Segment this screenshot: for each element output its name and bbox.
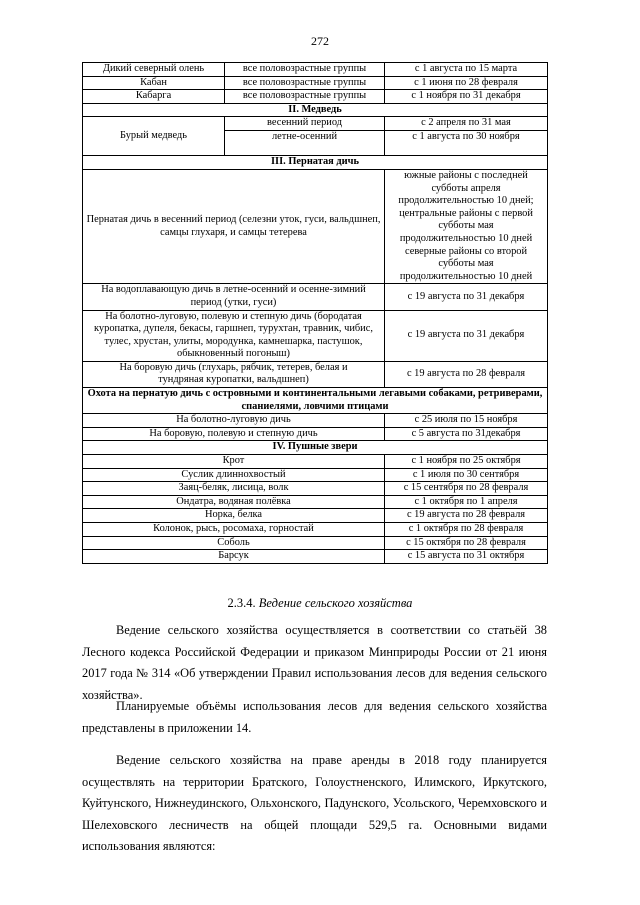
- species-cell: На водоплавающую дичь в летне-осенний и осенне-зимний период (утки, гуси): [83, 284, 385, 310]
- species-cell: Норка, белка: [83, 509, 385, 523]
- species-cell: На боровую дичь (глухарь, рябчик, тетерев, белая и тундряная куропатки, вальдшнеп): [83, 361, 385, 387]
- species-cell: Дикий северный олень: [83, 63, 225, 77]
- period-cell: с 1 ноября по 25 октября: [385, 455, 548, 469]
- table-row: [83, 117, 548, 131]
- paragraph: Планируемые объёмы использования лесов для ведения сельского хозяйства представлены в приложении 14.: [82, 699, 547, 735]
- species-cell: Соболь: [83, 536, 385, 550]
- period-cell: с 19 августа по 28 февраля: [385, 361, 548, 387]
- table-row: [83, 284, 548, 310]
- period-cell: с 15 октября по 28 февраля: [385, 536, 548, 550]
- period-cell: с 1 июля по 30 сентября: [385, 468, 548, 482]
- table-row: [83, 455, 548, 469]
- period-cell: [385, 169, 548, 283]
- hunting-seasons-table: [82, 62, 548, 564]
- table-row: [83, 63, 548, 77]
- section-title: IV. Пушные звери: [83, 441, 548, 455]
- species-cell: Крот: [83, 455, 385, 469]
- period-cell: с 1 августа по 30 ноября: [385, 131, 548, 156]
- period-cell: с 1 октября по 28 февраля: [385, 523, 548, 537]
- period-cell: с 1 октября по 1 апреля: [385, 495, 548, 509]
- table-row: [83, 90, 548, 104]
- species-cell: Колонок, рысь, росомаха, горностай: [83, 523, 385, 537]
- period-cell: с 1 ноября по 31 декабря: [385, 90, 548, 104]
- period-cell: с 1 июня по 28 февраля: [385, 76, 548, 90]
- table-row: [83, 495, 548, 509]
- table-row: [83, 310, 548, 361]
- period-cell: с 19 августа по 28 февраля: [385, 509, 548, 523]
- group-cell: все половозрастные группы: [225, 63, 385, 77]
- section-title: Ведение сельского хозяйства: [258, 596, 413, 610]
- species-cell: На болотно-луговую, полевую и степную дичь (бородатая куропатка, дупеля, бекасы, гаршнеп, турухтан, травник, чибис, тулес, хрустан, улиты, мородунка, камнешарка, пастушок, обыкновенный погоныш): [83, 310, 385, 361]
- species-cell: Барсук: [83, 550, 385, 564]
- table-row: [83, 509, 548, 523]
- table-row: [83, 414, 548, 428]
- table-row: [83, 427, 548, 441]
- species-cell: Пернатая дичь в весенний период (селезни уток, гуси, вальдшнеп, самцы глухаря, и самцы тетерева: [83, 169, 385, 283]
- species-cell: На боровую, полевую и степную дичь: [83, 427, 385, 441]
- period-line: продолжительностью 10 дней: [399, 232, 533, 244]
- period-cell: с 25 июля по 15 ноября: [385, 414, 548, 428]
- table-row: [83, 361, 548, 387]
- table-row: [83, 76, 548, 90]
- species-cell: Бурый медведь: [83, 117, 225, 156]
- section-header-row: [83, 103, 548, 117]
- table-row: [83, 536, 548, 550]
- period-cell: с 2 апреля по 31 мая: [385, 117, 548, 131]
- section-header-row: [83, 156, 548, 170]
- section-header-row: [83, 388, 548, 414]
- group-cell: все половозрастные группы: [225, 90, 385, 104]
- period-line: продолжительностью 10 дней: [399, 270, 533, 282]
- group-cell: все половозрастные группы: [225, 76, 385, 90]
- section-heading: [0, 596, 640, 611]
- table-row: [83, 523, 548, 537]
- period-cell: с 15 августа по 31 октября: [385, 550, 548, 564]
- period-cell: с 15 сентября по 28 февраля: [385, 482, 548, 496]
- section-title: III. Пернатая дичь: [83, 156, 548, 170]
- table-row: [83, 482, 548, 496]
- species-cell: Суслик длиннохвостый: [83, 468, 385, 482]
- table-row: [83, 468, 548, 482]
- period-line: северные районы со второй субботы мая: [404, 245, 528, 270]
- period-cell: с 1 августа по 15 марта: [385, 63, 548, 77]
- species-cell: Ондатра, водяная полёвка: [83, 495, 385, 509]
- species-cell: Кабан: [83, 76, 225, 90]
- period-cell: с 5 августа по 31декабря: [385, 427, 548, 441]
- period-line: южные районы с последней субботы апреля: [404, 169, 528, 194]
- table-row: [83, 550, 548, 564]
- table-row: [83, 169, 548, 283]
- section-number: 2.3.4.: [227, 596, 259, 610]
- season-cell: летне-осенний: [225, 131, 385, 156]
- species-cell: На болотно-луговую дичь: [83, 414, 385, 428]
- section-title: II. Медведь: [83, 103, 548, 117]
- season-cell: весенний период: [225, 117, 385, 131]
- section-header-row: [83, 441, 548, 455]
- species-cell: Кабарга: [83, 90, 225, 104]
- species-cell: Заяц-беляк, лисица, волк: [83, 482, 385, 496]
- period-cell: с 19 августа по 31 декабря: [385, 284, 548, 310]
- dogs-hunting-title: Охота на пернатую дичь с островными и континентальными легавыми собаками, ретриверами, спаниелями, ловчими птицами: [83, 388, 548, 414]
- paragraph: Ведение сельского хозяйства осуществляется в соответствии со статьёй 38 Лесного кодекса Российской Федерации и приказом Минприроды России от 21 июня 2017 года № 314 «Об утверждении Правил использования лесов для ведения сельского хозяйства».: [82, 623, 547, 702]
- page-number: 272: [311, 34, 329, 48]
- paragraph: Ведение сельского хозяйства на праве аренды в 2018 году планируется осуществлять на территории Братского, Голоустненского, Илимского, Иркутского, Куйтунского, Нижнеудинского, Ольхонского, Падунского, Усольского, Черемховского и Шелеховского лесничеств на общей площади 529,5 га. Основными видами использования являются:: [82, 753, 547, 853]
- period-line: центральные районы с первой субботы мая: [399, 207, 533, 232]
- period-line: продолжительностью 10 дней;: [398, 195, 534, 207]
- period-cell: с 19 августа по 31 декабря: [385, 310, 548, 361]
